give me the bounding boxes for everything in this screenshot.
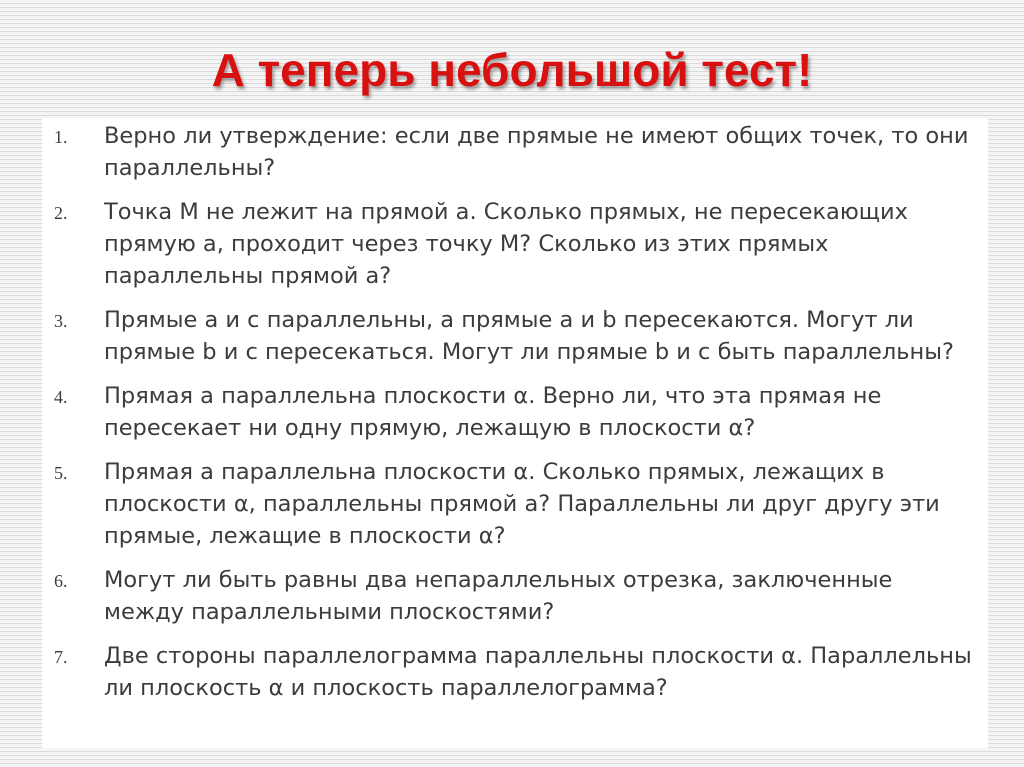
question-text: Прямая а параллельна плоскости α. Сколько прямых, лежащих в плоскости α, параллельны прямой а? Параллельны ли друг другу эти прямые, лежащие в плоскости α?	[104, 459, 940, 549]
question-text: Две стороны параллелограмма параллельны плоскости α. Параллельны ли плоскость α и плоскость параллелограмма?	[104, 643, 972, 701]
question-item-2	[42, 196, 988, 292]
question-number: 1.	[54, 127, 68, 147]
question-number: 7.	[54, 647, 68, 667]
slide-title: А теперь небольшой тест!	[211, 44, 813, 96]
question-number: 3.	[54, 311, 68, 331]
question-text: Прямая а параллельна плоскости α. Верно ли, что эта прямая не пересекает ни одну прямую, лежащую в плоскости α?	[104, 383, 882, 441]
question-number: 5.	[54, 463, 68, 483]
question-text: Верно ли утверждение: если две прямые не имеют общих точек, то они параллельны?	[104, 123, 969, 181]
question-text: Могут ли быть равны два непараллельных отрезка, заключенные между параллельными плоскостями?	[104, 567, 893, 625]
question-number: 2.	[54, 203, 68, 223]
question-list	[42, 120, 988, 716]
question-item-6	[42, 564, 988, 628]
question-item-7	[42, 640, 988, 704]
question-number: 6.	[54, 571, 68, 591]
question-item-5	[42, 456, 988, 552]
question-text: Точка М не лежит на прямой а. Сколько прямых, не пересекающих прямую а, проходит через точку М? Сколько из этих прямых параллельны прямой а?	[104, 199, 908, 289]
content-panel	[42, 118, 988, 748]
question-item-1	[42, 120, 988, 184]
question-item-3	[42, 304, 988, 368]
question-item-4	[42, 380, 988, 444]
question-text: Прямые а и с параллельны, а прямые a и b пересекаются. Могут ли прямые b и с пересекаться. Могут ли прямые b и c быть параллельны?	[104, 307, 954, 365]
question-number: 4.	[54, 387, 68, 407]
